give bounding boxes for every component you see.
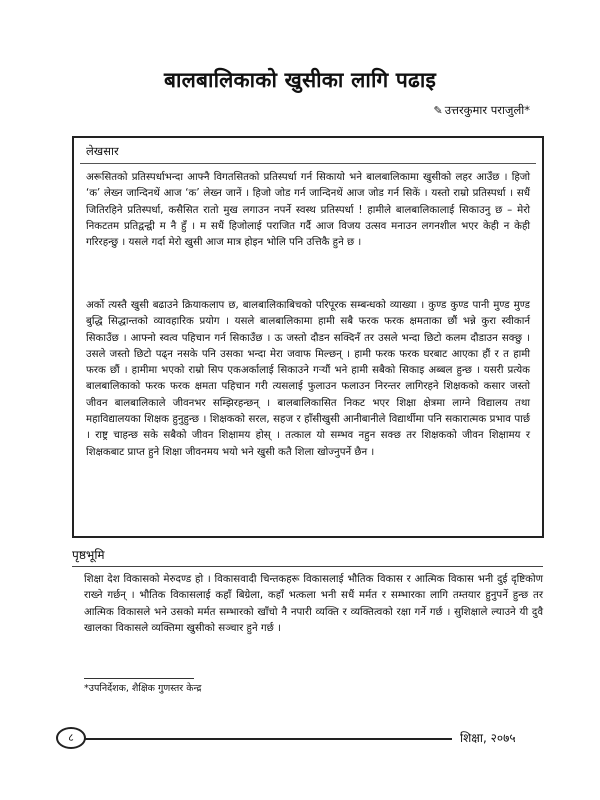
author-line (434, 103, 531, 118)
article-title: बालबालिकाको खुसीका लागि पढाइ (163, 68, 437, 92)
journal-name: शिक्षा, २०७५ (460, 731, 516, 745)
author-name: उत्तरकुमार पराजुली* (444, 103, 530, 117)
abstract-box (72, 136, 544, 538)
footnote: *उपनिर्देशक, शैक्षिक गुणस्तर केन्द्र (84, 683, 202, 694)
abstract-paragraph-1: अरूसितको प्रतिस्पर्धाभन्दा आफ्नै विगतसितको प्रतिस्पर्धा गर्न सिकायो भने बालबालिकामा खुसीको लहर आउँछ । हिजो ‘क’ लेख्न जान्दिनथें आज ‘क’ लेख्न जानें । हिजो जोड गर्न जान्दिनथें आज जोड गर्न सिकें । यस्तो राम्रो प्रतिस्पर्धा । सधैं जितिरहिने प्रतिस्पर्धा, कसैसित रातो मुख लगाउन नपर्ने स्वस्थ प्रतिस्पर्धा ! हामीले बालबालिकालाई सिकाउनु छ – मेरो निकटतम प्रतिद्वन्द्वी म नै हुँ । म सधैं हिजोलाई पराजित गर्दै आज विजय उत्सव मनाउन लगनशील भएर केही न केही गरिरहन्छु । यसले गर्दा मेरो खुसी आज मात्र होइन भोलि पनि उत्तिकै हुने छ । (86, 172, 530, 249)
pen-icon: ✎ (433, 104, 443, 117)
background-divider (72, 566, 543, 567)
background-heading: पृष्ठभूमि (72, 548, 105, 562)
abstract-divider (80, 163, 536, 164)
footnote-rule (84, 678, 194, 679)
footer-rule (84, 738, 452, 740)
abstract-paragraph-2: अर्को त्यस्तै खुसी बढाउने क्रियाकलाप छ, बालबालिकाबिचको परिपूरक सम्बन्धको व्याख्या । कुण्ड कुण्ड पानी मुण्ड मुण्ड बुद्धि सिद्धान्तको व्यावहारिक प्रयोग । यसले बालबालिकामा हामी सबै फरक फरक क्षमताका छौं भन्ने कुरा स्वीकार्न सिकाउँछ । आफ्नो स्वत्व पहिचान गर्न सिकाउँछ । ऊ जस्तो दौडन सक्दिनँ तर उसले भन्दा छिटो कलम दौडाउन सक्छु । उसले जस्तो छिटो पढ्न नसके पनि उसका भन्दा मेरा जवाफ मिल्छन् । हामी फरक फरक घरबाट आएका हौं र त हामी फरक छौं । हामीमा भएको राम्रो सिप एकअर्कालाई सिकाउने गऱ्यौं भने हामी सबैको सिकाइ अब्बल हुन्छ । यसरी प्रत्येक बालबालिकाको फरक फरक क्षमता पहिचान गरी त्यसलाई फुलाउन फलाउन निरन्तर लागिरहने शिक्षकको कसार जस्तो जीवन बालबालिकाले जीवनभर सम्झिरहन्छन् । बालबालिकासित निकट भएर शिक्षा क्षेत्रमा लाग्ने विद्यालय तथा महाविद्यालयका शिक्षक हुनुहुन्छ । शिक्षकको सरल, सहज र हाँसीखुसी आनीबानीले विद्यार्थीमा पनि सकारात्मक प्रभाव पार्छ । राष्ट्र चाहन्छ सके सबैको जीवन शिक्षामय होस् । तत्काल यो सम्भव नहुन सक्छ तर शिक्षकको जीवन शिक्षामय र शिक्षकबाट प्राप्त हुने शिक्षा जीवनमय भयो भने खुसी कतै शिला खोज्नुपर्ने छैन । (86, 300, 531, 458)
background-paragraph: शिक्षा देश विकासको मेरुदण्ड हो । विकासवादी चिन्तकहरू विकासलाई भौतिक विकास र आत्मिक विकास भनी दुई दृष्टिकोण राख्ने गर्छन् । भौतिक विकासलाई कहाँ बिग्रेला, कहाँ भत्कला भनी सधैं मर्मत र सम्भारका लागि तम्तयार हुनुपर्ने हुन्छ तर आत्मिक विकासले भने उसको मर्मत सम्भारको खाँचो नै नपारी व्यक्ति र व्यक्तित्वको रक्षा गर्ने गर्छ । सुशिक्षाले ल्याउने यी दुवै खालका विकासले व्यक्तिमा खुसीको सञ्चार हुने गर्छ । (84, 574, 543, 634)
abstract-heading: लेखसार (86, 144, 119, 158)
page-number: ८ (56, 727, 86, 749)
